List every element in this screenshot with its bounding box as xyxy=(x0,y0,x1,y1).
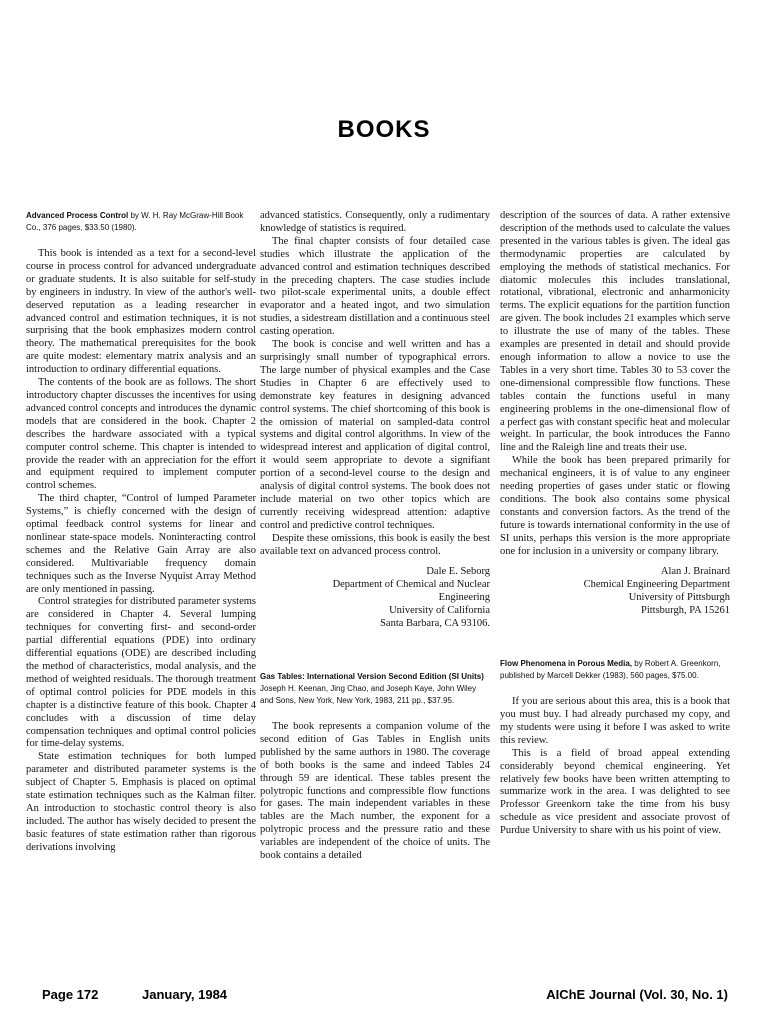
review-paragraph: While the book has been prepared primarily for mechanical engineers, it is of value to any engineer needing properties of gases under static or flowing conditions. The book also contains some physical constants and conversion factors. As the trend of the future is towards international conformity in the use of SI units, perhaps this version is the more appropriate one for inclusion in a university or company library. xyxy=(500,455,730,557)
review-heading xyxy=(26,210,256,234)
reviewer-affiliation: University of California xyxy=(389,605,490,617)
review-gas-tables xyxy=(260,671,490,863)
reviewer-signature xyxy=(500,566,730,618)
footer-page-number: Page 172 xyxy=(42,987,99,1002)
review-advanced-process-control-continued xyxy=(260,210,490,631)
reviewer-affiliation: University of Pittsburgh xyxy=(628,592,730,604)
book-citation: by Robert A. Greenkorn, published by Marcell Dekker (1983), 560 pages, $75.00. xyxy=(500,659,721,681)
reviewer-name: Dale E. Seborg xyxy=(426,566,490,578)
reviewer-name: Alan J. Brainard xyxy=(660,566,730,578)
middle-column xyxy=(260,210,490,863)
reviewer-signature xyxy=(260,566,490,631)
book-title: Advanced Process Control xyxy=(26,211,129,220)
review-paragraph: The final chapter consists of four detailed case studies which illustrate the application of the advanced control and estimation techniques described in the preceding chapters. The case studies include two pilot-scale experimental units, a double effect evaporator and a heated ingot, and two simulation studies, a sidestream distillation and a continuous steel casting operation. xyxy=(260,235,490,338)
review-paragraph: The third chapter, “Control of lumped Parameter Systems,” is chiefly concerned with the design of optimal feedback control systems for linear and nonlinear state-space models. Noninteracting control schemes and the Relative Gain Array are also considered. Multivariable frequency domain techniques such as the Inverse Nyquist Array Method are only mentioned in passing. xyxy=(26,493,256,595)
review-paragraph: The book is concise and well written and has a surprisingly small number of typographical errors. The large number of physical examples and the Case Studies in Chapter 6 are effectively used to demonstrate key features in designing advanced control systems. The chief shortcoming of this book is the omission of material on sampled-data control systems and digital control algorithms. In view of the widespread interest and application of digital control, it would seem appropriate to devote a signifiant portion of a second-level course to the design and analysis of digital control systems. The book does not include material on two other topics which are currently receiving widespread attention: adaptive control and predictive control techniques. xyxy=(260,339,490,531)
reviewer-affiliation: Department of Chemical and Nuclear xyxy=(332,579,490,591)
review-advanced-process-control xyxy=(26,210,256,855)
review-paragraph: The contents of the book are as follows. The short introductory chapter discusses the incentives for using advanced control concepts and introduces the dynamic models that are considered in the book. Chapter 2 describes the hardware associated with a typical computer control scheme. This chapter is intended to provide the reader with an appreciation for the effort and equipment required to implement computer control schemes. xyxy=(26,377,256,492)
reviewer-affiliation: Chemical Engineering Department xyxy=(583,579,730,591)
review-paragraph: State estimation techniques for both lumped parameter and distributed parameter systems is the subject of Chapter 5. Emphasis is placed on optimal state estimation techniques such as the Kalman filter. An introduction to stochastic control theory is also included. The author has wisely decided to present the basic features of state estimation rather than rigorous derivations involving xyxy=(26,751,256,853)
section-title: BOOKS xyxy=(337,116,431,143)
book-title: Gas Tables: International Version Second Edition (SI Units) xyxy=(260,672,484,681)
reviewer-address: Santa Barbara, CA 93106. xyxy=(380,618,490,630)
book-title: Flow Phenomena in Porous Media, xyxy=(500,659,633,669)
review-paragraph: If you are serious about this area, this is a book that you must buy. I had already purchased my copy, and my students were using it before I was asked to write this review. xyxy=(500,696,730,746)
reviewer-affiliation: Engineering xyxy=(438,592,490,604)
review-paragraph: description of the sources of data. A rather extensive description of the methods used to calculate the values presented in the various tables is given. The ideal gas thermodynamic properties are calculated by employing the methods of statistical mechanics. For diatomic molecules this includes translational, rotational, vibrational, electronic and anharmonicity terms. The explicit equations for the partition function are given. The book includes 21 examples which serve to illustrate the use of many of the tables. These examples are presented in detail and should provide enough information to allow a novice to use the Tables in a very short time. Tables 30 to 53 cover the one-dimensional compressible flow functions. These tables contain the functions useful in many engineering problems in the one-dimensional flow of a perfect gas with constant specific heat and molecular weight. In particular, the book introduces the Fanno line and the Raleigh line and treats their use. xyxy=(500,210,730,454)
left-column xyxy=(26,210,256,855)
review-paragraph: The book represents a companion volume of the second edition of Gas Tables in English units published by the same authors in 1980. The coverage of both books is the same and indeed Tables 24 through 59 are identical. These tables present the polytropic functions and compressible flow functions for gases. The main independent variables in these tables are the Mach number, the exponent for a polytropic process and the pressure ratio and these variables are independent of the choice of units. The book contains a detailed xyxy=(260,721,490,862)
reviewer-address: Pittsburgh, PA 15261 xyxy=(641,605,730,617)
review-paragraph: Despite these omissions, this book is easily the best available text on advanced process control. xyxy=(260,532,490,557)
review-paragraph: This is a field of broad appeal extending considerably beyond chemical engineering. Yet relatively few books have been written attempting to summarize work in the area. I was delighted to see Professor Greenkorn take the time from his busy schedule as vice president and associate provost of Purdue University to share with us his point of view. xyxy=(500,747,730,837)
book-citation: by W. H. Ray McGraw-Hill Book Co., 376 pages, $33.50 (1980). xyxy=(26,211,244,232)
review-gas-tables-continued xyxy=(500,210,730,618)
review-paragraph: Control strategies for distributed parameter systems are considered in Chapter 4. Several lumping techniques for converting first- and second-order partial differential equations (PDE) into ordinary differential equations (ODE) are described including the method of characteristics, modal analysis, and the method of weighted residuals. The thorough treatment of optimal control policies for PDE models in this chapter is a distinctive feature of this book. Chapter 4 concludes with a discussion of time delay compensation techniques and optimal control policies for time-delay systems. xyxy=(26,596,256,750)
footer-journal-title: AIChE Journal (Vol. 30, No. 1) xyxy=(546,987,728,1002)
review-paragraph: advanced statistics. Consequently, only a rudimentary knowledge of statistics is required. xyxy=(260,210,490,234)
book-citation: Joseph H. Keenan, Jing Chao, and Joseph Kaye, John Wiley and Sons, New York, New York, 1983, 211 pp., $37.95. xyxy=(260,684,477,705)
review-heading xyxy=(260,671,490,707)
review-paragraph: This book is intended as a text for a second-level course in process control for advanced undergraduate or graduate students. It is also suitable for self-study by engineers in industry. In view of the author's well-deserved reputation as a leading researcher in advanced control and estimation techniques, it is not surprising that the book emphasizes modern control theory. The mathematical prerequisites for the book are quite modest: elementary matrix analysis and an introduction to ordinary differential equations. xyxy=(26,248,256,376)
review-heading xyxy=(500,658,730,682)
right-column xyxy=(500,210,730,838)
review-flow-phenomena xyxy=(500,658,730,838)
footer-date: January, 1984 xyxy=(142,987,228,1002)
